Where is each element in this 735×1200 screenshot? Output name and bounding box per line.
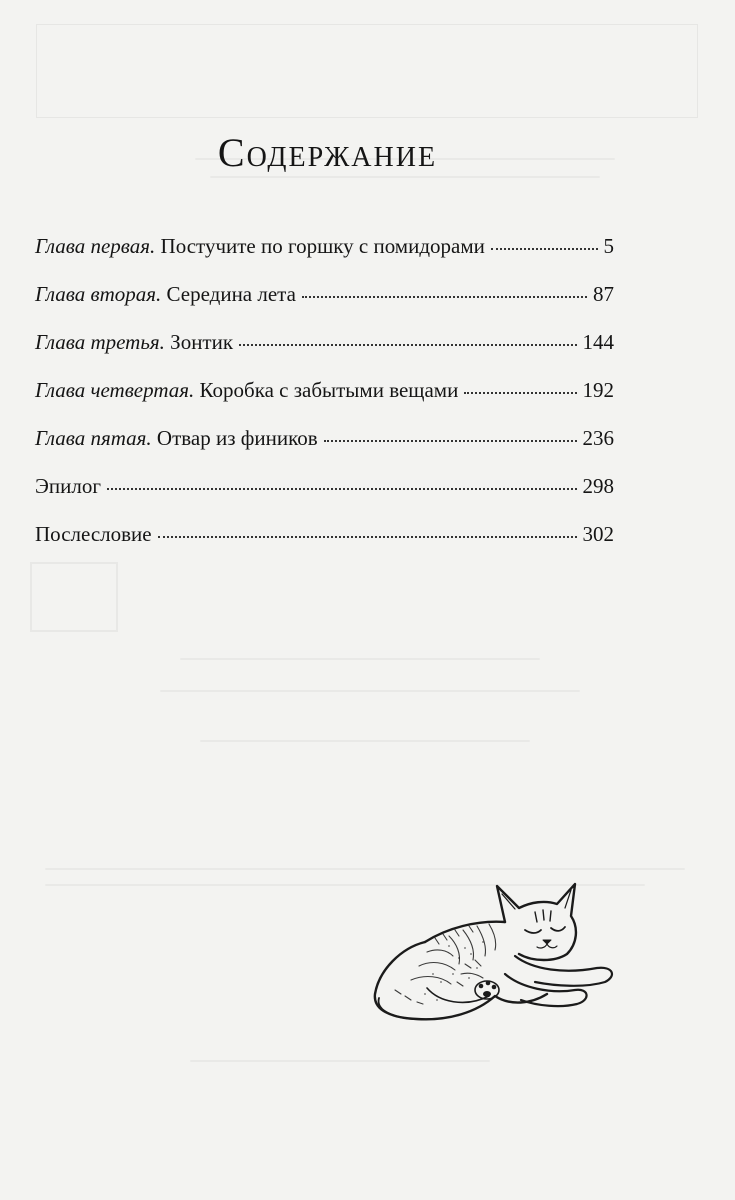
toc-chapter-number: Глава первая. bbox=[35, 234, 156, 258]
sleeping-cat-icon bbox=[365, 878, 620, 1026]
show-through-line bbox=[190, 1060, 490, 1062]
toc-label bbox=[35, 270, 296, 318]
toc-entry bbox=[35, 414, 614, 462]
toc-chapter-number: Глава пятая. bbox=[35, 426, 152, 450]
toc-entry bbox=[35, 366, 614, 414]
toc-entry bbox=[35, 318, 614, 366]
toc-chapter-title: Коробка с забытыми вещами bbox=[199, 378, 459, 402]
toc-entry bbox=[35, 462, 614, 510]
toc-chapter-title: Отвар из фиников bbox=[156, 426, 318, 450]
page-title: Содержание bbox=[217, 129, 438, 175]
show-through-line bbox=[210, 176, 600, 178]
show-through-line bbox=[45, 868, 685, 870]
toc-label bbox=[35, 414, 318, 462]
toc-chapter-title: Середина лета bbox=[166, 282, 296, 306]
toc-label bbox=[35, 318, 233, 366]
toc-label bbox=[35, 222, 485, 270]
toc-label bbox=[35, 510, 152, 558]
toc-chapter-title: Зонтик bbox=[170, 330, 234, 354]
show-through-line bbox=[160, 690, 580, 692]
show-through-line bbox=[200, 740, 530, 742]
toc-chapter-number: Глава вторая. bbox=[35, 282, 162, 306]
toc-entry bbox=[35, 222, 614, 270]
toc-page-number: 298 bbox=[582, 474, 614, 498]
toc-leader bbox=[239, 343, 576, 346]
toc-chapter-number: Глава четвертая. bbox=[35, 378, 195, 402]
toc-page-number: 236 bbox=[582, 426, 614, 450]
toc-entry bbox=[35, 510, 614, 558]
toc-chapter-title: Постучите по горшку с помидорами bbox=[160, 234, 485, 258]
toc-leader bbox=[302, 295, 587, 298]
toc-label bbox=[35, 366, 458, 414]
show-through-age-mark bbox=[30, 562, 118, 632]
toc-page-number: 302 bbox=[582, 522, 614, 546]
toc-leader bbox=[491, 247, 598, 250]
toc-page-number: 87 bbox=[593, 282, 614, 306]
table-of-contents bbox=[35, 222, 614, 558]
show-through-line bbox=[180, 658, 540, 660]
toc-label bbox=[35, 462, 101, 510]
toc-entry bbox=[35, 270, 614, 318]
show-through-frame bbox=[36, 24, 698, 118]
toc-chapter-title: Эпилог bbox=[35, 474, 101, 498]
toc-leader bbox=[158, 535, 577, 538]
toc-chapter-title: Послесловие bbox=[35, 522, 152, 546]
toc-page-number: 192 bbox=[582, 378, 614, 402]
toc-chapter-number: Глава третья. bbox=[35, 330, 165, 354]
toc-page-number: 5 bbox=[603, 234, 614, 258]
toc-page-number: 144 bbox=[582, 330, 614, 354]
toc-leader bbox=[324, 439, 577, 442]
toc-leader bbox=[107, 487, 577, 490]
toc-leader bbox=[464, 391, 576, 394]
